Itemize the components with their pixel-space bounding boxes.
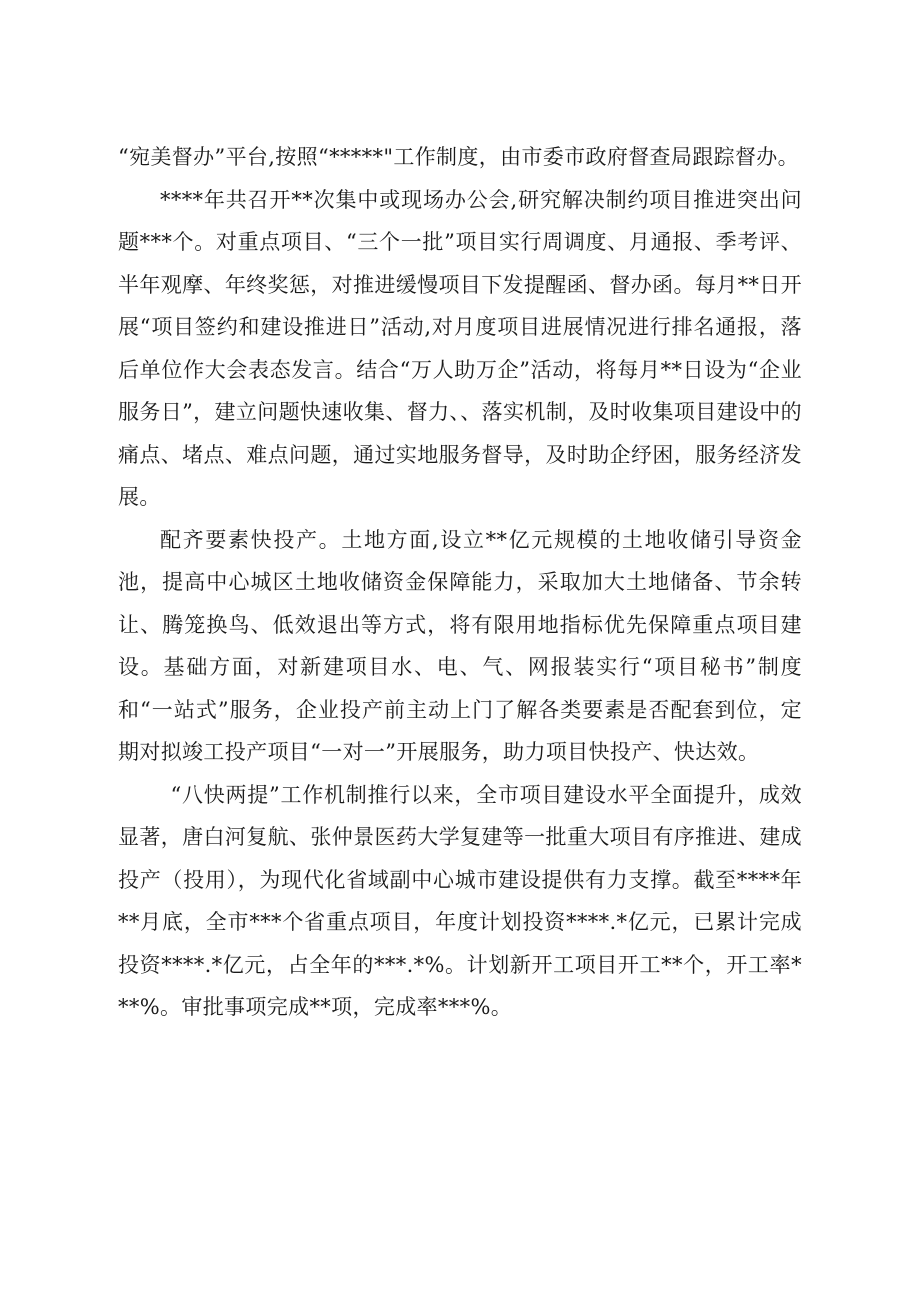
paragraph-meetings: ****年共召开**次集中或现场办公会,研究解决制约项目推进突出问题***个。对重点项目、“三个一批”项目实行周调度、月通报、季考评、半年观摩、年终奖惩，对推进缓慢项目下发提醒函、督办函。每月**日开展“项目签约和建设推进日”活动,对月度项目进展情况进行排名通报，落后单位作大会表态发言。结合“万人助万企”活动，将每月**日设为“企业服务日”，建立问题快速收集、督力、、落实机制，及时收集项目建设中的痛点、堵点、难点问题，通过实地服务督导，及时助企纾困，服务经济发展。 xyxy=(118,187,802,509)
paragraph-results: “八快两提”工作机制推行以来，全市项目建设水平全面提升，成效显著，唐白河复航、张仲景医药大学复建等一批重大项目有序推进、建成投产（投用），为现代化省域副中心城市建设提供有力支撑。截至****年**月底，全市***个省重点项目，年度计划投资****.*亿元，已累计完成投资****.*亿元，占全年的***.*%。计划新开工项目开工**个，开工率***%。审批事项完成**项，完成率***%。 xyxy=(118,782,802,1019)
paragraph-resources: 配齐要素快投产。土地方面,设立**亿元规模的土地收储引导资金池，提高中心城区土地收储资金保障能力，采取加大土地储备、节余转让、腾笼换鸟、低效退出等方式，将有限用地指标优先保障重点项目建设。基础方面，对新建项目水、电、气、网报装实行“项目秘书”制度和“一站式”服务，企业投产前主动上门了解各类要素是否配套到位，定期对拟竣工投产项目“一对一”开展服务，助力项目快投产、快达效。 xyxy=(118,527,802,764)
paragraph-continuation: “宛美督办”平台,按照“*****"工作制度，由市委市政府督查局跟踪督办。 xyxy=(118,145,799,169)
